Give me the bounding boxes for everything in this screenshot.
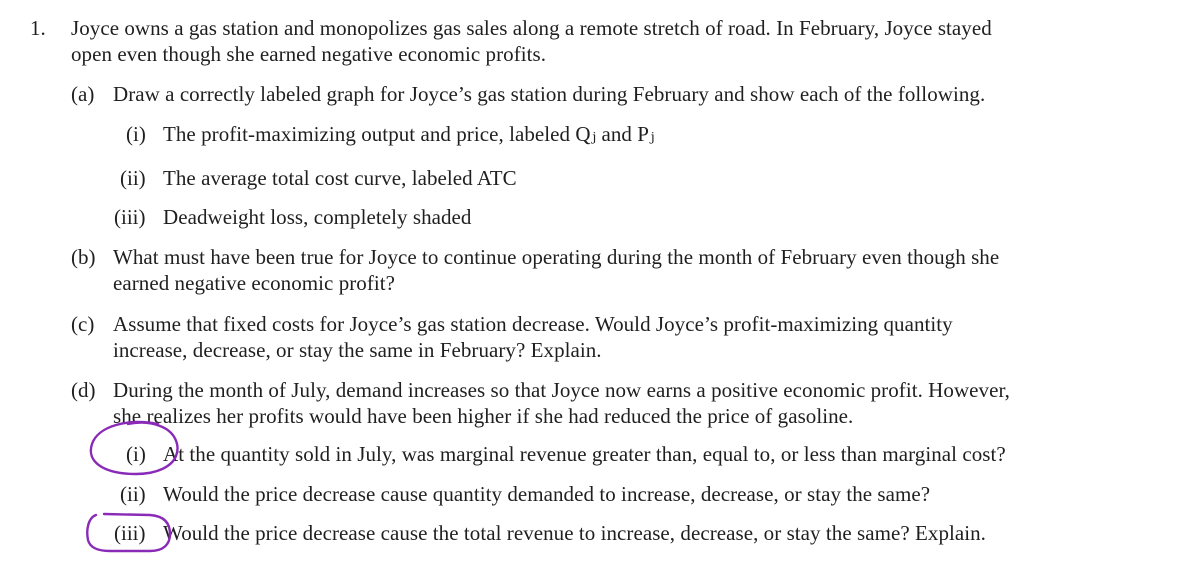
part-a-iii-text: Deadweight loss, completely shaded xyxy=(163,205,472,229)
question-number: 1. xyxy=(30,16,46,40)
part-d-i-marker: (i) xyxy=(126,442,146,466)
part-c-line-2: increase, decrease, or stay the same in February? Explain. xyxy=(113,338,602,362)
part-d-ii-text: Would the price decrease cause quantity demanded to increase, decrease, or stay the same? xyxy=(163,482,931,506)
part-a-i-marker: (i) xyxy=(126,122,146,146)
part-b-line-2: earned negative economic profit? xyxy=(113,271,396,295)
part-c-marker: (c) xyxy=(71,312,95,336)
part-b-marker: (b) xyxy=(71,245,96,269)
part-b-line-1: What must have been true for Joyce to continue operating during the month of February even though she xyxy=(113,245,1000,269)
part-a-ii-text: The average total cost curve, labeled ATC xyxy=(163,166,517,190)
part-a-text: Draw a correctly labeled graph for Joyce’s gas station during February and show each of the following. xyxy=(113,82,986,106)
part-a-ii-marker: (ii) xyxy=(120,166,146,190)
part-d-line-1: During the month of July, demand increases so that Joyce now earns a positive economic profit. However, xyxy=(113,378,1010,402)
part-d-iii-marker: (iii) xyxy=(114,521,146,545)
part-d-marker: (d) xyxy=(71,378,96,402)
part-a-i-text: The profit-maximizing output and price, labeled Qⱼ and Pⱼ xyxy=(163,122,655,146)
part-d-i-text: At the quantity sold in July, was marginal revenue greater than, equal to, or less than marginal cost? xyxy=(163,442,1006,466)
part-c-line-1: Assume that fixed costs for Joyce’s gas station decrease. Would Joyce’s profit-maximizing quantity xyxy=(113,312,953,336)
part-d-iii-text: Would the price decrease cause the total revenue to increase, decrease, or stay the same? Explain. xyxy=(163,521,986,545)
part-d-ii-marker: (ii) xyxy=(120,482,146,506)
question-stem-line-1: Joyce owns a gas station and monopolizes gas sales along a remote stretch of road. In February, Joyce stayed xyxy=(71,16,992,40)
part-a-marker: (a) xyxy=(71,82,95,106)
part-d-line-2: she realizes her profits would have been higher if she had reduced the price of gasoline. xyxy=(113,404,854,428)
part-a-iii-marker: (iii) xyxy=(114,205,146,229)
question-stem-line-2: open even though she earned negative economic profits. xyxy=(71,42,547,66)
